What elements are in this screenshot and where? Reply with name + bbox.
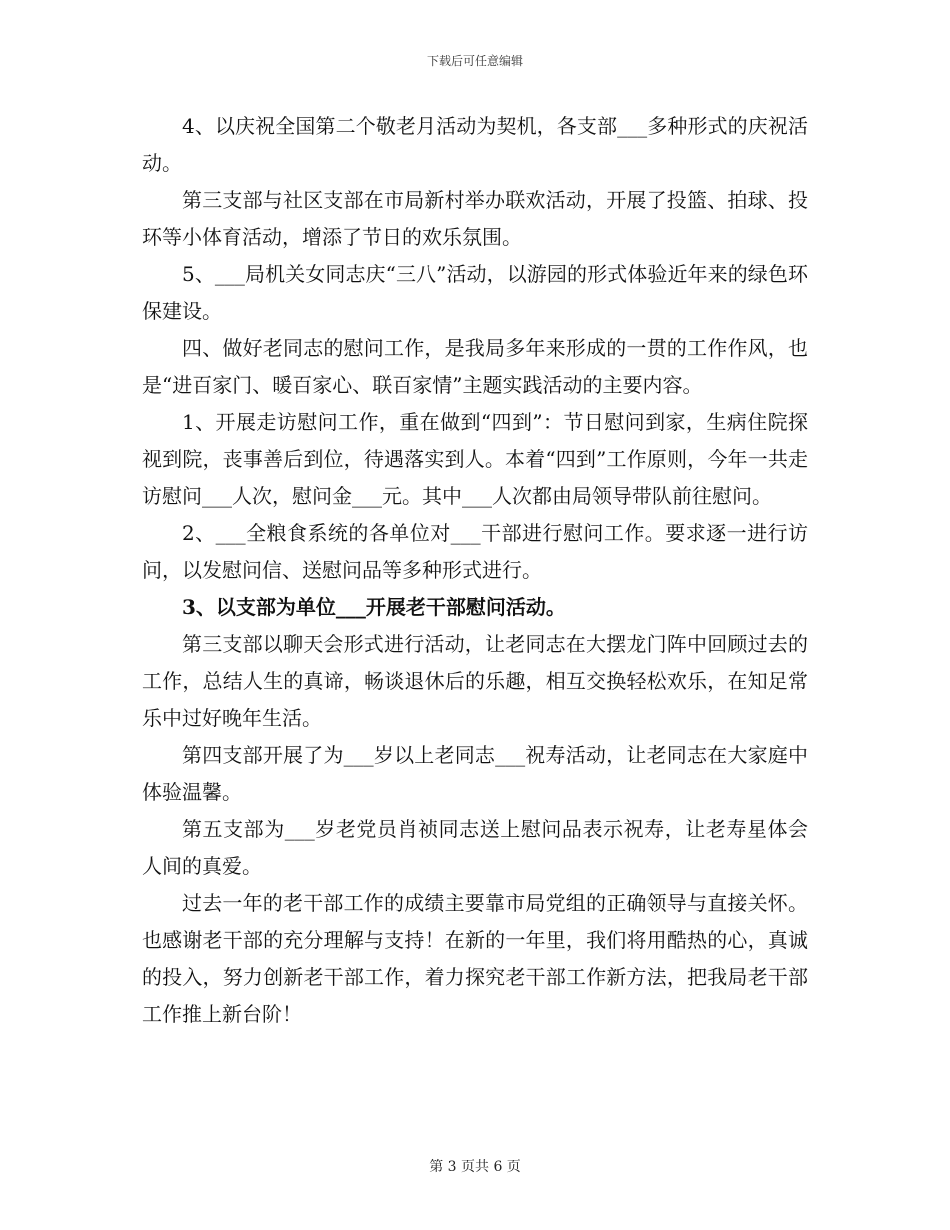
paragraph: 1、开展走访慰问工作，重在做到“四到”：节日慰问到家，生病住院探视到院，丧事善后到位，待遇落实到人。本着“四到”工作原则，今年一共走访慰问___人次，慰问金___元。其中___人次都由局领导带队前往慰问。: [142, 410, 808, 508]
paragraph: 第三支部与社区支部在市局新村举办联欢活动，开展了投篮、拍球、投环等小体育活动，增添了节日的欢乐氛围。: [142, 188, 808, 249]
page-footer: 第 3 页共 6 页: [429, 1159, 521, 1175]
document-body: [142, 108, 808, 1033]
paragraph-heading: 3、以支部为单位___开展老干部慰问活动。: [182, 595, 566, 619]
page-header: 下载后可任意编辑: [426, 54, 523, 68]
paragraph: 第四支部开展了为___岁以上老同志___祝寿活动，让老同志在大家庭中体验温馨。: [142, 743, 808, 804]
paragraph: 2、___全粮食系统的各单位对___干部进行慰问工作。要求逐一进行访问，以发慰问信、送慰问品等多种形式进行。: [142, 521, 808, 582]
paragraph: 5、___局机关女同志庆“三八”活动，以游园的形式体验近年来的绿色环保建设。: [142, 262, 808, 323]
paragraph: 四、做好老同志的慰问工作，是我局多年来形成的一贯的工作作风，也是“进百家门、暖百家心、联百家情”主题实践活动的主要内容。: [142, 336, 808, 397]
paragraph: 第五支部为___岁老党员肖祯同志送上慰问品表示祝寿，让老寿星体会人间的真爱。: [142, 817, 808, 878]
paragraph: 过去一年的老干部工作的成绩主要靠市局党组的正确领导与直接关怀。也感谢老干部的充分理解与支持！在新的一年里，我们将用酷热的心，真诚的投入，努力创新老干部工作，着力探究老干部工作新方法，把我局老干部工作推上新台阶！: [142, 891, 808, 1026]
paragraph: 4、以庆祝全国第二个敬老月活动为契机，各支部___多种形式的庆祝活动。: [142, 114, 808, 175]
paragraph: 第三支部以聊天会形式进行活动，让老同志在大摆龙门阵中回顾过去的工作，总结人生的真谛，畅谈退休后的乐趣，相互交换轻松欢乐，在知足常乐中过好晚年生活。: [142, 632, 808, 730]
